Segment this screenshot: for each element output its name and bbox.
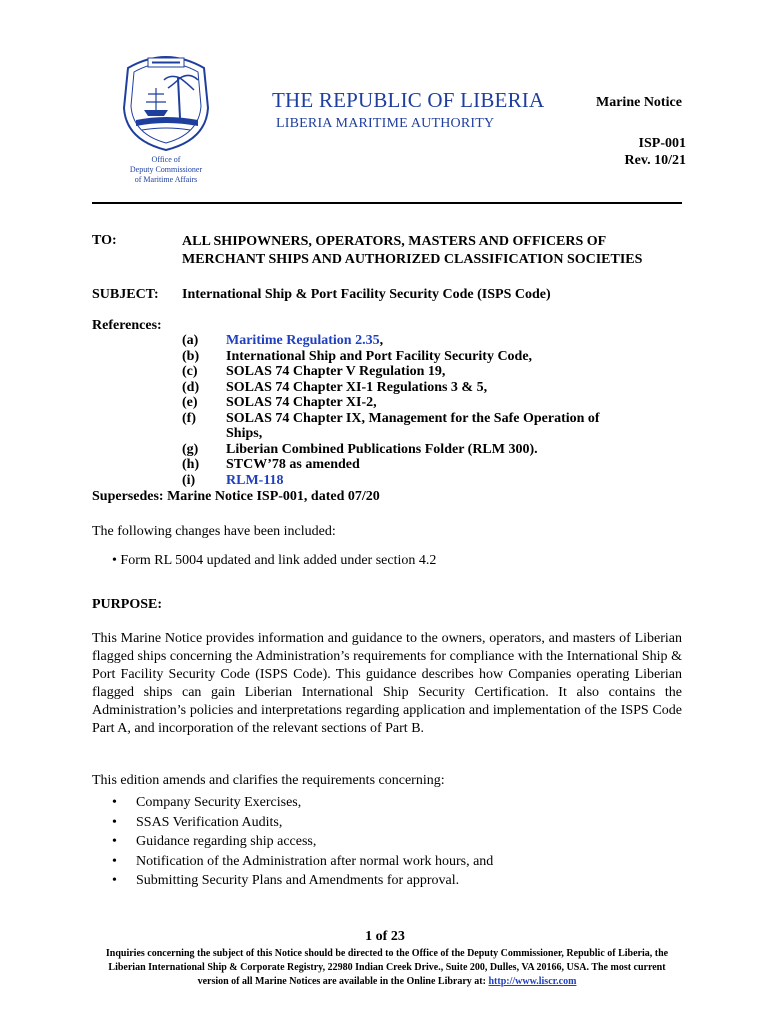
supersedes-label: Supersedes: <box>92 489 164 504</box>
reference-item[interactable] <box>182 473 600 489</box>
reference-text: Ships, <box>226 426 263 441</box>
doc-id: ISP-001 <box>638 136 686 151</box>
republic-title: THE REPUBLIC OF LIBERIA <box>272 88 545 112</box>
footer-link[interactable]: http://www.liscr.com <box>488 976 577 987</box>
changes-intro: The following changes have been included: <box>92 524 336 539</box>
change-item: • Form RL 5004 updated and link added under section 4.2 <box>112 553 437 568</box>
reference-letter: (e) <box>182 395 198 410</box>
reference-text: SOLAS 74 Chapter IX, Management for the Safe Operation of <box>226 410 600 426</box>
list-item: • SSAS Verification Audits, <box>112 813 493 833</box>
reference-letter: (i) <box>182 472 196 488</box>
list-item-text: Company Security Exercises, <box>136 795 302 810</box>
reference-item <box>182 380 600 396</box>
reference-letter: (c) <box>182 364 198 379</box>
list-item: • Notification of the Administration after normal work hours, and <box>112 852 493 872</box>
authority-name: LIBERIA MARITIME AUTHORITY <box>276 116 495 131</box>
reference-letter: (a) <box>182 333 199 348</box>
list-item: • Submitting Security Plans and Amendments for approval. <box>112 871 493 891</box>
reference-link[interactable]: Maritime Regulation 2.35 <box>226 333 380 348</box>
liberia-seal-logo <box>118 48 214 152</box>
list-item-text: Guidance regarding ship access, <box>136 834 317 849</box>
reference-letter <box>182 426 226 442</box>
reference-item[interactable] <box>182 333 600 349</box>
subject-text: International Ship & Port Facility Security Code (ISPS Code) <box>182 287 551 302</box>
reference-letter: (d) <box>182 379 200 395</box>
page-number: 1 of 23 <box>365 929 405 944</box>
office-label <box>100 155 232 185</box>
supersedes-line <box>92 489 380 505</box>
amends-list <box>112 793 493 891</box>
references-list <box>182 333 600 488</box>
reference-text: International Ship and Port Facility Security Code, <box>226 348 533 364</box>
list-item: • Guidance regarding ship access, <box>112 832 493 852</box>
reference-item <box>182 426 600 442</box>
amends-intro: This edition amends and clarifies the requirements concerning: <box>92 773 445 788</box>
list-item: • Company Security Exercises, <box>112 793 493 813</box>
reference-link[interactable]: RLM-118 <box>226 472 284 488</box>
header-divider <box>92 202 682 204</box>
footer-inquiries <box>92 947 682 989</box>
office-line: Office of <box>151 155 181 164</box>
reference-suffix: , <box>379 333 384 348</box>
to-label: TO: <box>92 233 117 248</box>
purpose-paragraph: This Marine Notice provides information and guidance to the owners, operators, and masters of Liberian flagged ships concerning the Administration’s requirements for compliance with the International Ship & Port Facility Security Code (ISPS Code). This guidance describes how Companies operating Liberian flagged ships can gain Liberian International Ship Security Certification. It also contains the Administration’s policies and interpretations regarding application and implementation of the ISPS Code Part A, and incorporation of the relevant sections of Part B. <box>92 631 682 736</box>
reference-text: SOLAS 74 Chapter V Regulation 19, <box>226 364 446 379</box>
footer-text: Inquiries concerning the subject of this Notice should be directed to the Office of the Deputy Commissioner, Republic of Liberia, the Liberian International Ship & Corporate Registry, 22980 Indian Creek Drive., Suite 200, Dulles, VA 20166, USA. The most current version of all Marine Notices are available in the Online Library at: <box>105 948 669 987</box>
to-text: ALL SHIPOWNERS, OPERATORS, MASTERS AND OFFICERS OF MERCHANT SHIPS AND AUTHORIZED CLASSIFICATION SOCIETIES <box>182 234 643 267</box>
office-line: of Maritime Affairs <box>134 175 198 184</box>
reference-letter: (f) <box>182 410 196 426</box>
reference-item <box>182 411 600 427</box>
doc-id-block <box>620 135 686 169</box>
supersedes-text: Marine Notice ISP-001, dated 07/20 <box>167 489 380 504</box>
references-label: References: <box>92 318 162 333</box>
subject-label: SUBJECT: <box>92 287 159 302</box>
office-line: Deputy Commissioner <box>129 165 203 174</box>
reference-text: Liberian Combined Publications Folder (RLM 300). <box>226 441 538 457</box>
reference-text: SOLAS 74 Chapter XI-1 Regulations 3 & 5, <box>226 379 488 395</box>
list-item-text: Notification of the Administration after normal work hours, and <box>136 853 494 869</box>
list-item-text: SSAS Verification Audits, <box>136 814 283 830</box>
reference-item <box>182 442 600 458</box>
list-item-text: Submitting Security Plans and Amendments for approval. <box>136 873 460 888</box>
reference-text: SOLAS 74 Chapter XI-2, <box>226 395 377 410</box>
doc-type: Marine Notice <box>596 95 682 110</box>
reference-letter: (h) <box>182 457 200 472</box>
reference-item <box>182 395 600 411</box>
reference-item <box>182 364 600 380</box>
reference-text: STCW’78 as amended <box>226 457 360 472</box>
reference-letter: (b) <box>182 348 200 364</box>
reference-item <box>182 349 600 365</box>
reference-item <box>182 457 600 473</box>
purpose-heading: PURPOSE: <box>92 597 162 612</box>
doc-revision: Rev. 10/21 <box>624 153 686 168</box>
reference-letter: (g) <box>182 441 199 457</box>
